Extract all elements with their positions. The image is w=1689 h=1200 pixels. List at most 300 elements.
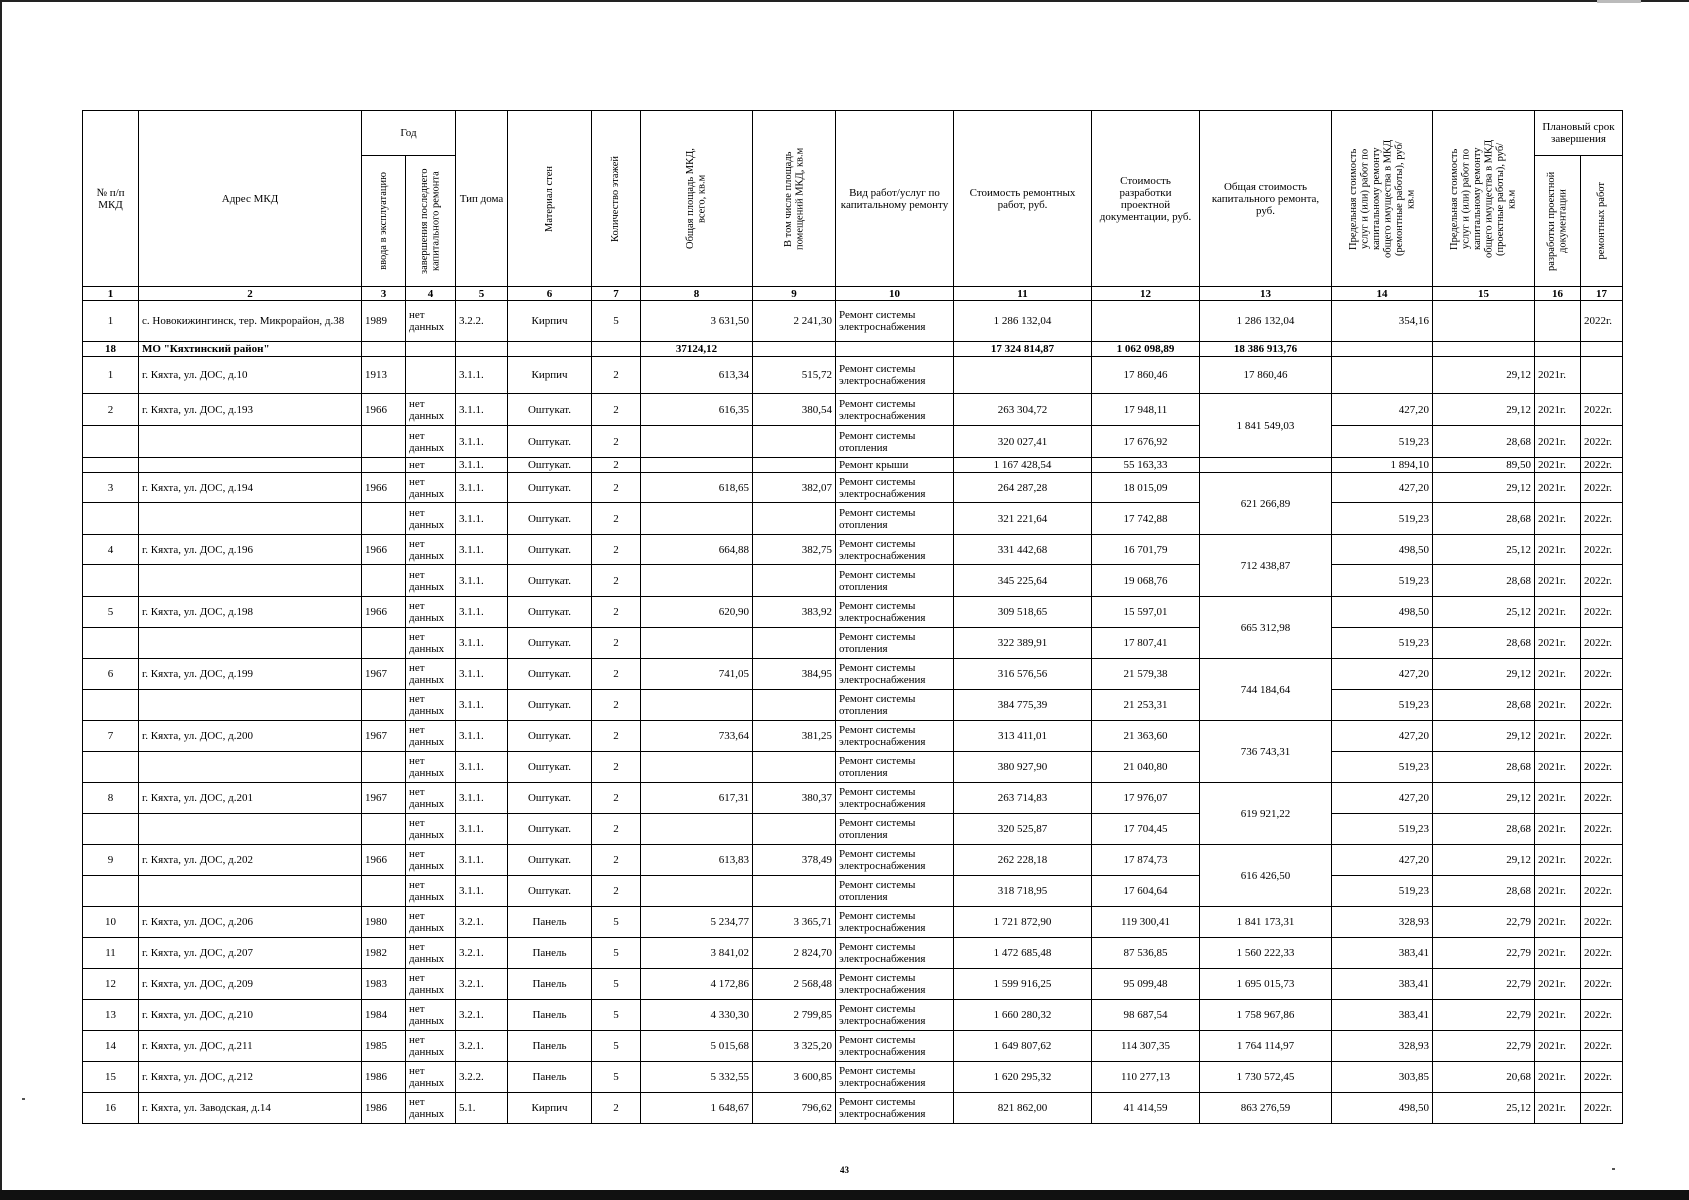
cell-type: 3.1.1. bbox=[456, 458, 508, 473]
cell-year: 1985 bbox=[362, 1031, 406, 1062]
cell-num: 15 bbox=[83, 1062, 139, 1093]
cell-num: 2 bbox=[83, 394, 139, 426]
cell-limit-design: 22,79 bbox=[1433, 938, 1535, 969]
cell-last-repair: нет данных bbox=[406, 938, 456, 969]
cell-material: Оштукат. bbox=[508, 845, 592, 876]
header-repair-cost: Стоимость ремонтных работ, руб. bbox=[954, 111, 1092, 287]
cell-last-repair: нет данных bbox=[406, 814, 456, 845]
cell-limit-design: 28,68 bbox=[1433, 690, 1535, 721]
cell-limit-design: 28,68 bbox=[1433, 814, 1535, 845]
cell-type: 3.1.1. bbox=[456, 876, 508, 907]
header-work-type: Вид работ/услуг по капитальному ремонту bbox=[836, 111, 954, 287]
cell-address: г. Кяхта, ул. ДОС, д.201 bbox=[139, 783, 362, 814]
cell-address: г. Кяхта, ул. ДОС, д.212 bbox=[139, 1062, 362, 1093]
cell-work: Ремонт системы отопления bbox=[836, 565, 954, 597]
cell-work: Ремонт системы электроснабжения bbox=[836, 1000, 954, 1031]
cell-work: Ремонт системы электроснабжения bbox=[836, 535, 954, 565]
cell-last-repair: нет данных bbox=[406, 969, 456, 1000]
table-row bbox=[83, 1031, 1623, 1062]
cell-design-cost: 17 704,45 bbox=[1092, 814, 1200, 845]
cell-year: 1982 bbox=[362, 938, 406, 969]
cell-total-cost: 1 286 132,04 bbox=[1200, 301, 1332, 342]
col-number: 14 bbox=[1332, 287, 1433, 301]
cell-year: 1984 bbox=[362, 1000, 406, 1031]
cell-repair-cost: 1 660 280,32 bbox=[954, 1000, 1092, 1031]
cell-repair-cost: 1 167 428,54 bbox=[954, 458, 1092, 473]
cell-address: г. Кяхта, ул. ДОС, д.10 bbox=[139, 357, 362, 394]
cell-design-cost: 17 860,46 bbox=[1092, 357, 1200, 394]
cell-design-cost: 18 015,09 bbox=[1092, 473, 1200, 503]
cell-address: г. Кяхта, ул. ДОС, д.206 bbox=[139, 907, 362, 938]
cell-area: 5 234,77 bbox=[641, 907, 753, 938]
cell-num: 9 bbox=[83, 845, 139, 876]
cell-material: Кирпич bbox=[508, 1093, 592, 1124]
cell-year: 1967 bbox=[362, 783, 406, 814]
header-premises-area: В том числе площадь помещений МКД, кв.м bbox=[753, 111, 836, 287]
cell-planned-repair: 2022г. bbox=[1581, 721, 1623, 752]
cell-year: 1967 bbox=[362, 659, 406, 690]
cell-last-repair: нет данных bbox=[406, 597, 456, 628]
cell-area: 4 172,86 bbox=[641, 969, 753, 1000]
table-row bbox=[83, 301, 1623, 342]
cell-address: г. Кяхта, ул. ДОС, д.202 bbox=[139, 845, 362, 876]
cell-work: Ремонт системы электроснабжения bbox=[836, 473, 954, 503]
cell-address: г. Кяхта, ул. ДОС, д.207 bbox=[139, 938, 362, 969]
cell-limit-repair: 383,41 bbox=[1332, 969, 1433, 1000]
cell-last-repair: нет данных bbox=[406, 690, 456, 721]
cell-premises: 382,07 bbox=[753, 473, 836, 503]
cell-area: 5 015,68 bbox=[641, 1031, 753, 1062]
cell-num: 12 bbox=[83, 969, 139, 1000]
cell-last-repair: нет данных bbox=[406, 473, 456, 503]
table-row bbox=[83, 426, 1623, 458]
cell-total-cost-total: 18 386 913,76 bbox=[1200, 342, 1332, 357]
cell-repair-cost-total: 17 324 814,87 bbox=[954, 342, 1092, 357]
cell-type: 3.1.1. bbox=[456, 473, 508, 503]
cell-limit-design: 25,12 bbox=[1433, 535, 1535, 565]
cell-total-cost: 1 841 173,31 bbox=[1200, 907, 1332, 938]
cell-area-total: 37124,12 bbox=[641, 342, 753, 357]
cell-num: 16 bbox=[83, 1093, 139, 1124]
cell-floors: 2 bbox=[592, 1093, 641, 1124]
cell-type: 3.1.1. bbox=[456, 690, 508, 721]
cell-planned-design: 2021г. bbox=[1535, 938, 1581, 969]
cell-limit-repair: 328,93 bbox=[1332, 907, 1433, 938]
cell-limit-repair: 519,23 bbox=[1332, 503, 1433, 535]
cell-design-cost: 21 579,38 bbox=[1092, 659, 1200, 690]
cell-last-repair: нет данных bbox=[406, 426, 456, 458]
header-total-cost: Общая стоимость капитального ремонта, руб. bbox=[1200, 111, 1332, 287]
cell-num: 8 bbox=[83, 783, 139, 814]
cell-area: 3 631,50 bbox=[641, 301, 753, 342]
cell-design-cost: 17 874,73 bbox=[1092, 845, 1200, 876]
cell-material: Оштукат. bbox=[508, 783, 592, 814]
cell-total-cost: 1 841 549,03 bbox=[1200, 394, 1332, 458]
cell-planned-repair: 2022г. bbox=[1581, 535, 1623, 565]
cell-material: Оштукат. bbox=[508, 814, 592, 845]
cell-last-repair: нет данных bbox=[406, 503, 456, 535]
column-number-row bbox=[83, 287, 1623, 301]
cell-floors: 2 bbox=[592, 535, 641, 565]
cell-total-cost: 1 758 967,86 bbox=[1200, 1000, 1332, 1031]
cell-design-cost: 110 277,13 bbox=[1092, 1062, 1200, 1093]
cell-limit-design: 28,68 bbox=[1433, 426, 1535, 458]
cell-type: 3.1.1. bbox=[456, 659, 508, 690]
cell-last-repair: нет данных bbox=[406, 1093, 456, 1124]
scan-bottom-band bbox=[0, 1190, 1689, 1200]
cell-address: г. Кяхта, ул. ДОС, д.200 bbox=[139, 721, 362, 752]
cell-limit-repair: 354,16 bbox=[1332, 301, 1433, 342]
cell-area: 3 841,02 bbox=[641, 938, 753, 969]
cell-limit-design: 28,68 bbox=[1433, 503, 1535, 535]
cell-planned-design: 2021г. bbox=[1535, 814, 1581, 845]
cell-limit-repair: 328,93 bbox=[1332, 1031, 1433, 1062]
cell-limit-repair: 498,50 bbox=[1332, 1093, 1433, 1124]
cell-total-cost: 863 276,59 bbox=[1200, 1093, 1332, 1124]
cell-premises: 3 325,20 bbox=[753, 1031, 836, 1062]
header-row-1 bbox=[83, 111, 1623, 156]
cell-limit-repair: 427,20 bbox=[1332, 845, 1433, 876]
col-number: 8 bbox=[641, 287, 753, 301]
cell-planned-repair: 2022г. bbox=[1581, 969, 1623, 1000]
cell-premises: 2 241,30 bbox=[753, 301, 836, 342]
cell-repair-cost: 1 721 872,90 bbox=[954, 907, 1092, 938]
cell-limit-design: 29,12 bbox=[1433, 845, 1535, 876]
cell-planned-repair: 2022г. bbox=[1581, 1031, 1623, 1062]
header-num: № п/п МКД bbox=[83, 111, 139, 287]
cell-planned-design: 2021г. bbox=[1535, 845, 1581, 876]
cell-limit-repair: 498,50 bbox=[1332, 535, 1433, 565]
col-number: 12 bbox=[1092, 287, 1200, 301]
cell-type: 3.1.1. bbox=[456, 845, 508, 876]
cell-premises: 2 824,70 bbox=[753, 938, 836, 969]
cell-address: г. Кяхта, ул. ДОС, д.209 bbox=[139, 969, 362, 1000]
cell-total-cost: 619 921,22 bbox=[1200, 783, 1332, 845]
cell-type: 3.1.1. bbox=[456, 426, 508, 458]
cell-address: г. Кяхта, ул. Заводская, д.14 bbox=[139, 1093, 362, 1124]
cell-limit-design: 20,68 bbox=[1433, 1062, 1535, 1093]
cell-work: Ремонт системы отопления bbox=[836, 628, 954, 659]
col-number: 1 bbox=[83, 287, 139, 301]
col-number: 2 bbox=[139, 287, 362, 301]
cell-last-repair: нет данных bbox=[406, 659, 456, 690]
cell-planned-repair: 2022г. bbox=[1581, 473, 1623, 503]
cell-design-cost: 17 604,64 bbox=[1092, 876, 1200, 907]
cell-year: 1966 bbox=[362, 535, 406, 565]
cell-area: 741,05 bbox=[641, 659, 753, 690]
cell-last-repair: нет данных bbox=[406, 628, 456, 659]
cell-limit-design: 29,12 bbox=[1433, 783, 1535, 814]
cell-last-repair bbox=[406, 357, 456, 394]
cell-repair-cost: 320 525,87 bbox=[954, 814, 1092, 845]
cell-premises: 378,49 bbox=[753, 845, 836, 876]
cell-planned-repair: 2022г. bbox=[1581, 301, 1623, 342]
header-planned-group: Плановый срок завершения bbox=[1535, 111, 1623, 156]
cell-year: 1980 bbox=[362, 907, 406, 938]
cell-planned-design: 2021г. bbox=[1535, 503, 1581, 535]
cell-floors: 2 bbox=[592, 357, 641, 394]
header-year-commission: ввода в эксплуатацию bbox=[362, 156, 406, 287]
cell-address: г. Кяхта, ул. ДОС, д.196 bbox=[139, 535, 362, 565]
cell-floors: 5 bbox=[592, 1062, 641, 1093]
header-limit-repair: Предельная стоимость услуг и (или) работ по капитальному ремонту общего имущества в МКД (ремонтные работы), руб/кв.м bbox=[1332, 111, 1433, 287]
cell-premises: 515,72 bbox=[753, 357, 836, 394]
cell-premises: 796,62 bbox=[753, 1093, 836, 1124]
cell-type: 3.1.1. bbox=[456, 394, 508, 426]
cell-limit-design: 28,68 bbox=[1433, 565, 1535, 597]
cell-area: 620,90 bbox=[641, 597, 753, 628]
cell-material: Оштукат. bbox=[508, 565, 592, 597]
cell-planned-design: 2021г. bbox=[1535, 597, 1581, 628]
cell-year: 1986 bbox=[362, 1062, 406, 1093]
cell-limit-repair: 519,23 bbox=[1332, 876, 1433, 907]
header-design-cost: Стоимость разработки проектной документации, руб. bbox=[1092, 111, 1200, 287]
cell-year: 1966 bbox=[362, 394, 406, 426]
cell-num: 18 bbox=[83, 342, 139, 357]
cell-repair-cost bbox=[954, 357, 1092, 394]
cell-planned-repair: 2022г. bbox=[1581, 752, 1623, 783]
cell-planned-repair: 2022г. bbox=[1581, 1093, 1623, 1124]
cell-material: Оштукат. bbox=[508, 721, 592, 752]
cell-type: 3.2.1. bbox=[456, 1031, 508, 1062]
cell-year: 1986 bbox=[362, 1093, 406, 1124]
cell-floors: 2 bbox=[592, 565, 641, 597]
cell-last-repair: нет данных bbox=[406, 907, 456, 938]
cell-type: 3.2.2. bbox=[456, 301, 508, 342]
cell-type: 3.1.1. bbox=[456, 357, 508, 394]
capital-repair-register-table bbox=[82, 110, 1623, 1124]
cell-planned-design: 2021г. bbox=[1535, 1000, 1581, 1031]
cell-repair-cost: 263 714,83 bbox=[954, 783, 1092, 814]
cell-material: Оштукат. bbox=[508, 426, 592, 458]
cell-total-cost: 736 743,31 bbox=[1200, 721, 1332, 783]
cell-repair-cost: 331 442,68 bbox=[954, 535, 1092, 565]
cell-limit-design: 22,79 bbox=[1433, 1000, 1535, 1031]
cell-repair-cost: 262 228,18 bbox=[954, 845, 1092, 876]
cell-type: 5.1. bbox=[456, 1093, 508, 1124]
cell-design-cost-total: 1 062 098,89 bbox=[1092, 342, 1200, 357]
cell-limit-repair: 498,50 bbox=[1332, 597, 1433, 628]
cell-num: 11 bbox=[83, 938, 139, 969]
table-row bbox=[83, 535, 1623, 565]
cell-limit-design: 25,12 bbox=[1433, 597, 1535, 628]
cell-planned-repair: 2022г. bbox=[1581, 783, 1623, 814]
table-row bbox=[83, 938, 1623, 969]
cell-material: Оштукат. bbox=[508, 535, 592, 565]
cell-type: 3.2.1. bbox=[456, 969, 508, 1000]
cell-planned-design: 2021г. bbox=[1535, 473, 1581, 503]
cell-planned-design: 2021г. bbox=[1535, 628, 1581, 659]
cell-num: 3 bbox=[83, 473, 139, 503]
cell-area: 1 648,67 bbox=[641, 1093, 753, 1124]
cell-area: 616,35 bbox=[641, 394, 753, 426]
cell-planned-repair bbox=[1581, 357, 1623, 394]
cell-last-repair: нет данных bbox=[406, 1062, 456, 1093]
cell-premises: 3 600,85 bbox=[753, 1062, 836, 1093]
cell-num: 1 bbox=[83, 357, 139, 394]
cell-limit-repair: 383,41 bbox=[1332, 1000, 1433, 1031]
cell-type: 3.1.1. bbox=[456, 628, 508, 659]
table-row bbox=[83, 721, 1623, 752]
cell-floors: 2 bbox=[592, 394, 641, 426]
col-number: 17 bbox=[1581, 287, 1623, 301]
cell-design-cost: 17 948,11 bbox=[1092, 394, 1200, 426]
cell-limit-design bbox=[1433, 301, 1535, 342]
cell-limit-design: 89,50 bbox=[1433, 458, 1535, 473]
cell-num: 14 bbox=[83, 1031, 139, 1062]
cell-planned-repair: 2022г. bbox=[1581, 907, 1623, 938]
cell-repair-cost: 264 287,28 bbox=[954, 473, 1092, 503]
cell-planned-repair: 2022г. bbox=[1581, 814, 1623, 845]
cell-floors: 2 bbox=[592, 503, 641, 535]
cell-last-repair: нет данных bbox=[406, 752, 456, 783]
table-row bbox=[83, 458, 1623, 473]
cell-num: 10 bbox=[83, 907, 139, 938]
cell-last-repair: нет данных bbox=[406, 1000, 456, 1031]
cell-material: Панель bbox=[508, 1062, 592, 1093]
cell-limit-repair: 427,20 bbox=[1332, 783, 1433, 814]
cell-num: 13 bbox=[83, 1000, 139, 1031]
cell-work: Ремонт системы электроснабжения bbox=[836, 938, 954, 969]
cell-planned-design: 2021г. bbox=[1535, 969, 1581, 1000]
cell-last-repair: нет данных bbox=[406, 394, 456, 426]
table-row bbox=[83, 845, 1623, 876]
cell-year: 1913 bbox=[362, 357, 406, 394]
cell-address: с. Новокижингинск, тер. Микрорайон, д.38 bbox=[139, 301, 362, 342]
cell-work: Ремонт системы электроснабжения bbox=[836, 1031, 954, 1062]
cell-design-cost: 17 976,07 bbox=[1092, 783, 1200, 814]
cell-limit-repair: 519,23 bbox=[1332, 690, 1433, 721]
scan-speck bbox=[1612, 1168, 1615, 1170]
cell-planned-repair: 2022г. bbox=[1581, 458, 1623, 473]
cell-limit-design: 22,79 bbox=[1433, 1031, 1535, 1062]
header-wall-material: Материал стен bbox=[508, 111, 592, 287]
cell-area: 617,31 bbox=[641, 783, 753, 814]
table-row bbox=[83, 1000, 1623, 1031]
cell-work: Ремонт крыши bbox=[836, 458, 954, 473]
cell-limit-repair: 519,23 bbox=[1332, 814, 1433, 845]
cell-work: Ремонт системы электроснабжения bbox=[836, 1062, 954, 1093]
table-row bbox=[83, 690, 1623, 721]
cell-work: Ремонт системы отопления bbox=[836, 503, 954, 535]
table-row bbox=[83, 907, 1623, 938]
header-year-last-repair: завершения последнего капитального ремонта bbox=[406, 156, 456, 287]
cell-repair-cost: 322 389,91 bbox=[954, 628, 1092, 659]
cell-repair-cost: 321 221,64 bbox=[954, 503, 1092, 535]
cell-area: 733,64 bbox=[641, 721, 753, 752]
col-number: 13 bbox=[1200, 287, 1332, 301]
cell-material: Кирпич bbox=[508, 301, 592, 342]
cell-planned-design: 2021г. bbox=[1535, 565, 1581, 597]
cell-design-cost: 16 701,79 bbox=[1092, 535, 1200, 565]
cell-planned-repair: 2022г. bbox=[1581, 876, 1623, 907]
cell-material: Оштукат. bbox=[508, 690, 592, 721]
cell-repair-cost: 345 225,64 bbox=[954, 565, 1092, 597]
cell-total-cost: 1 560 222,33 bbox=[1200, 938, 1332, 969]
cell-material: Оштукат. bbox=[508, 876, 592, 907]
col-number: 4 bbox=[406, 287, 456, 301]
cell-last-repair: нет bbox=[406, 458, 456, 473]
cell-planned-repair: 2022г. bbox=[1581, 938, 1623, 969]
cell-limit-design: 29,12 bbox=[1433, 473, 1535, 503]
cell-premises: 2 568,48 bbox=[753, 969, 836, 1000]
cell-planned-repair: 2022г. bbox=[1581, 659, 1623, 690]
cell-num: 7 bbox=[83, 721, 139, 752]
cell-work: Ремонт системы отопления bbox=[836, 814, 954, 845]
cell-limit-repair: 427,20 bbox=[1332, 473, 1433, 503]
cell-limit-design: 22,79 bbox=[1433, 907, 1535, 938]
cell-premises: 384,95 bbox=[753, 659, 836, 690]
cell-planned-design: 2021г. bbox=[1535, 876, 1581, 907]
cell-limit-repair: 427,20 bbox=[1332, 394, 1433, 426]
col-number: 3 bbox=[362, 287, 406, 301]
cell-num: 6 bbox=[83, 659, 139, 690]
table-row bbox=[83, 752, 1623, 783]
cell-type: 3.1.1. bbox=[456, 752, 508, 783]
cell-design-cost: 41 414,59 bbox=[1092, 1093, 1200, 1124]
scan-corner-mark bbox=[1597, 0, 1641, 3]
cell-total-cost: 712 438,87 bbox=[1200, 535, 1332, 597]
cell-limit-repair: 1 894,10 bbox=[1332, 458, 1433, 473]
header-house-type: Тип дома bbox=[456, 111, 508, 287]
cell-total-cost: 744 184,64 bbox=[1200, 659, 1332, 721]
cell-planned-design: 2021г. bbox=[1535, 394, 1581, 426]
cell-premises: 381,25 bbox=[753, 721, 836, 752]
col-number: 15 bbox=[1433, 287, 1535, 301]
cell-planned-design: 2021г. bbox=[1535, 1062, 1581, 1093]
cell-planned-design: 2021г. bbox=[1535, 690, 1581, 721]
cell-premises: 383,92 bbox=[753, 597, 836, 628]
cell-planned-design: 2021г. bbox=[1535, 783, 1581, 814]
cell-repair-cost: 821 862,00 bbox=[954, 1093, 1092, 1124]
cell-design-cost: 98 687,54 bbox=[1092, 1000, 1200, 1031]
cell-material: Панель bbox=[508, 969, 592, 1000]
cell-limit-repair: 519,23 bbox=[1332, 628, 1433, 659]
cell-limit-design: 29,12 bbox=[1433, 357, 1535, 394]
col-number: 6 bbox=[508, 287, 592, 301]
header-limit-design: Предельная стоимость услуг и (или) работ по капитальному ремонту общего имущества в МКД (проектные работы), руб/кв.м bbox=[1433, 111, 1535, 287]
cell-type: 3.1.1. bbox=[456, 721, 508, 752]
header-address: Адрес МКД bbox=[139, 111, 362, 287]
cell-limit-design: 29,12 bbox=[1433, 721, 1535, 752]
cell-planned-design: 2021г. bbox=[1535, 907, 1581, 938]
cell-planned-repair: 2022г. bbox=[1581, 628, 1623, 659]
cell-material: Оштукат. bbox=[508, 458, 592, 473]
table-row bbox=[83, 876, 1623, 907]
table-row bbox=[83, 394, 1623, 426]
cell-floors: 2 bbox=[592, 473, 641, 503]
col-number: 9 bbox=[753, 287, 836, 301]
table-row bbox=[83, 969, 1623, 1000]
cell-work: Ремонт системы отопления bbox=[836, 876, 954, 907]
cell-material: Оштукат. bbox=[508, 752, 592, 783]
cell-limit-design: 28,68 bbox=[1433, 752, 1535, 783]
cell-material: Кирпич bbox=[508, 357, 592, 394]
cell-floors: 5 bbox=[592, 1031, 641, 1062]
cell-work: Ремонт системы электроснабжения bbox=[836, 783, 954, 814]
table-row bbox=[83, 597, 1623, 628]
cell-repair-cost: 263 304,72 bbox=[954, 394, 1092, 426]
cell-type: 3.1.1. bbox=[456, 783, 508, 814]
cell-work: Ремонт системы электроснабжения bbox=[836, 357, 954, 394]
cell-floors: 5 bbox=[592, 1000, 641, 1031]
cell-planned-design: 2021г. bbox=[1535, 1031, 1581, 1062]
cell-material: Панель bbox=[508, 1000, 592, 1031]
cell-type: 3.2.1. bbox=[456, 938, 508, 969]
scan-speck bbox=[22, 1098, 25, 1100]
cell-design-cost: 17 807,41 bbox=[1092, 628, 1200, 659]
cell-work: Ремонт системы электроснабжения bbox=[836, 845, 954, 876]
